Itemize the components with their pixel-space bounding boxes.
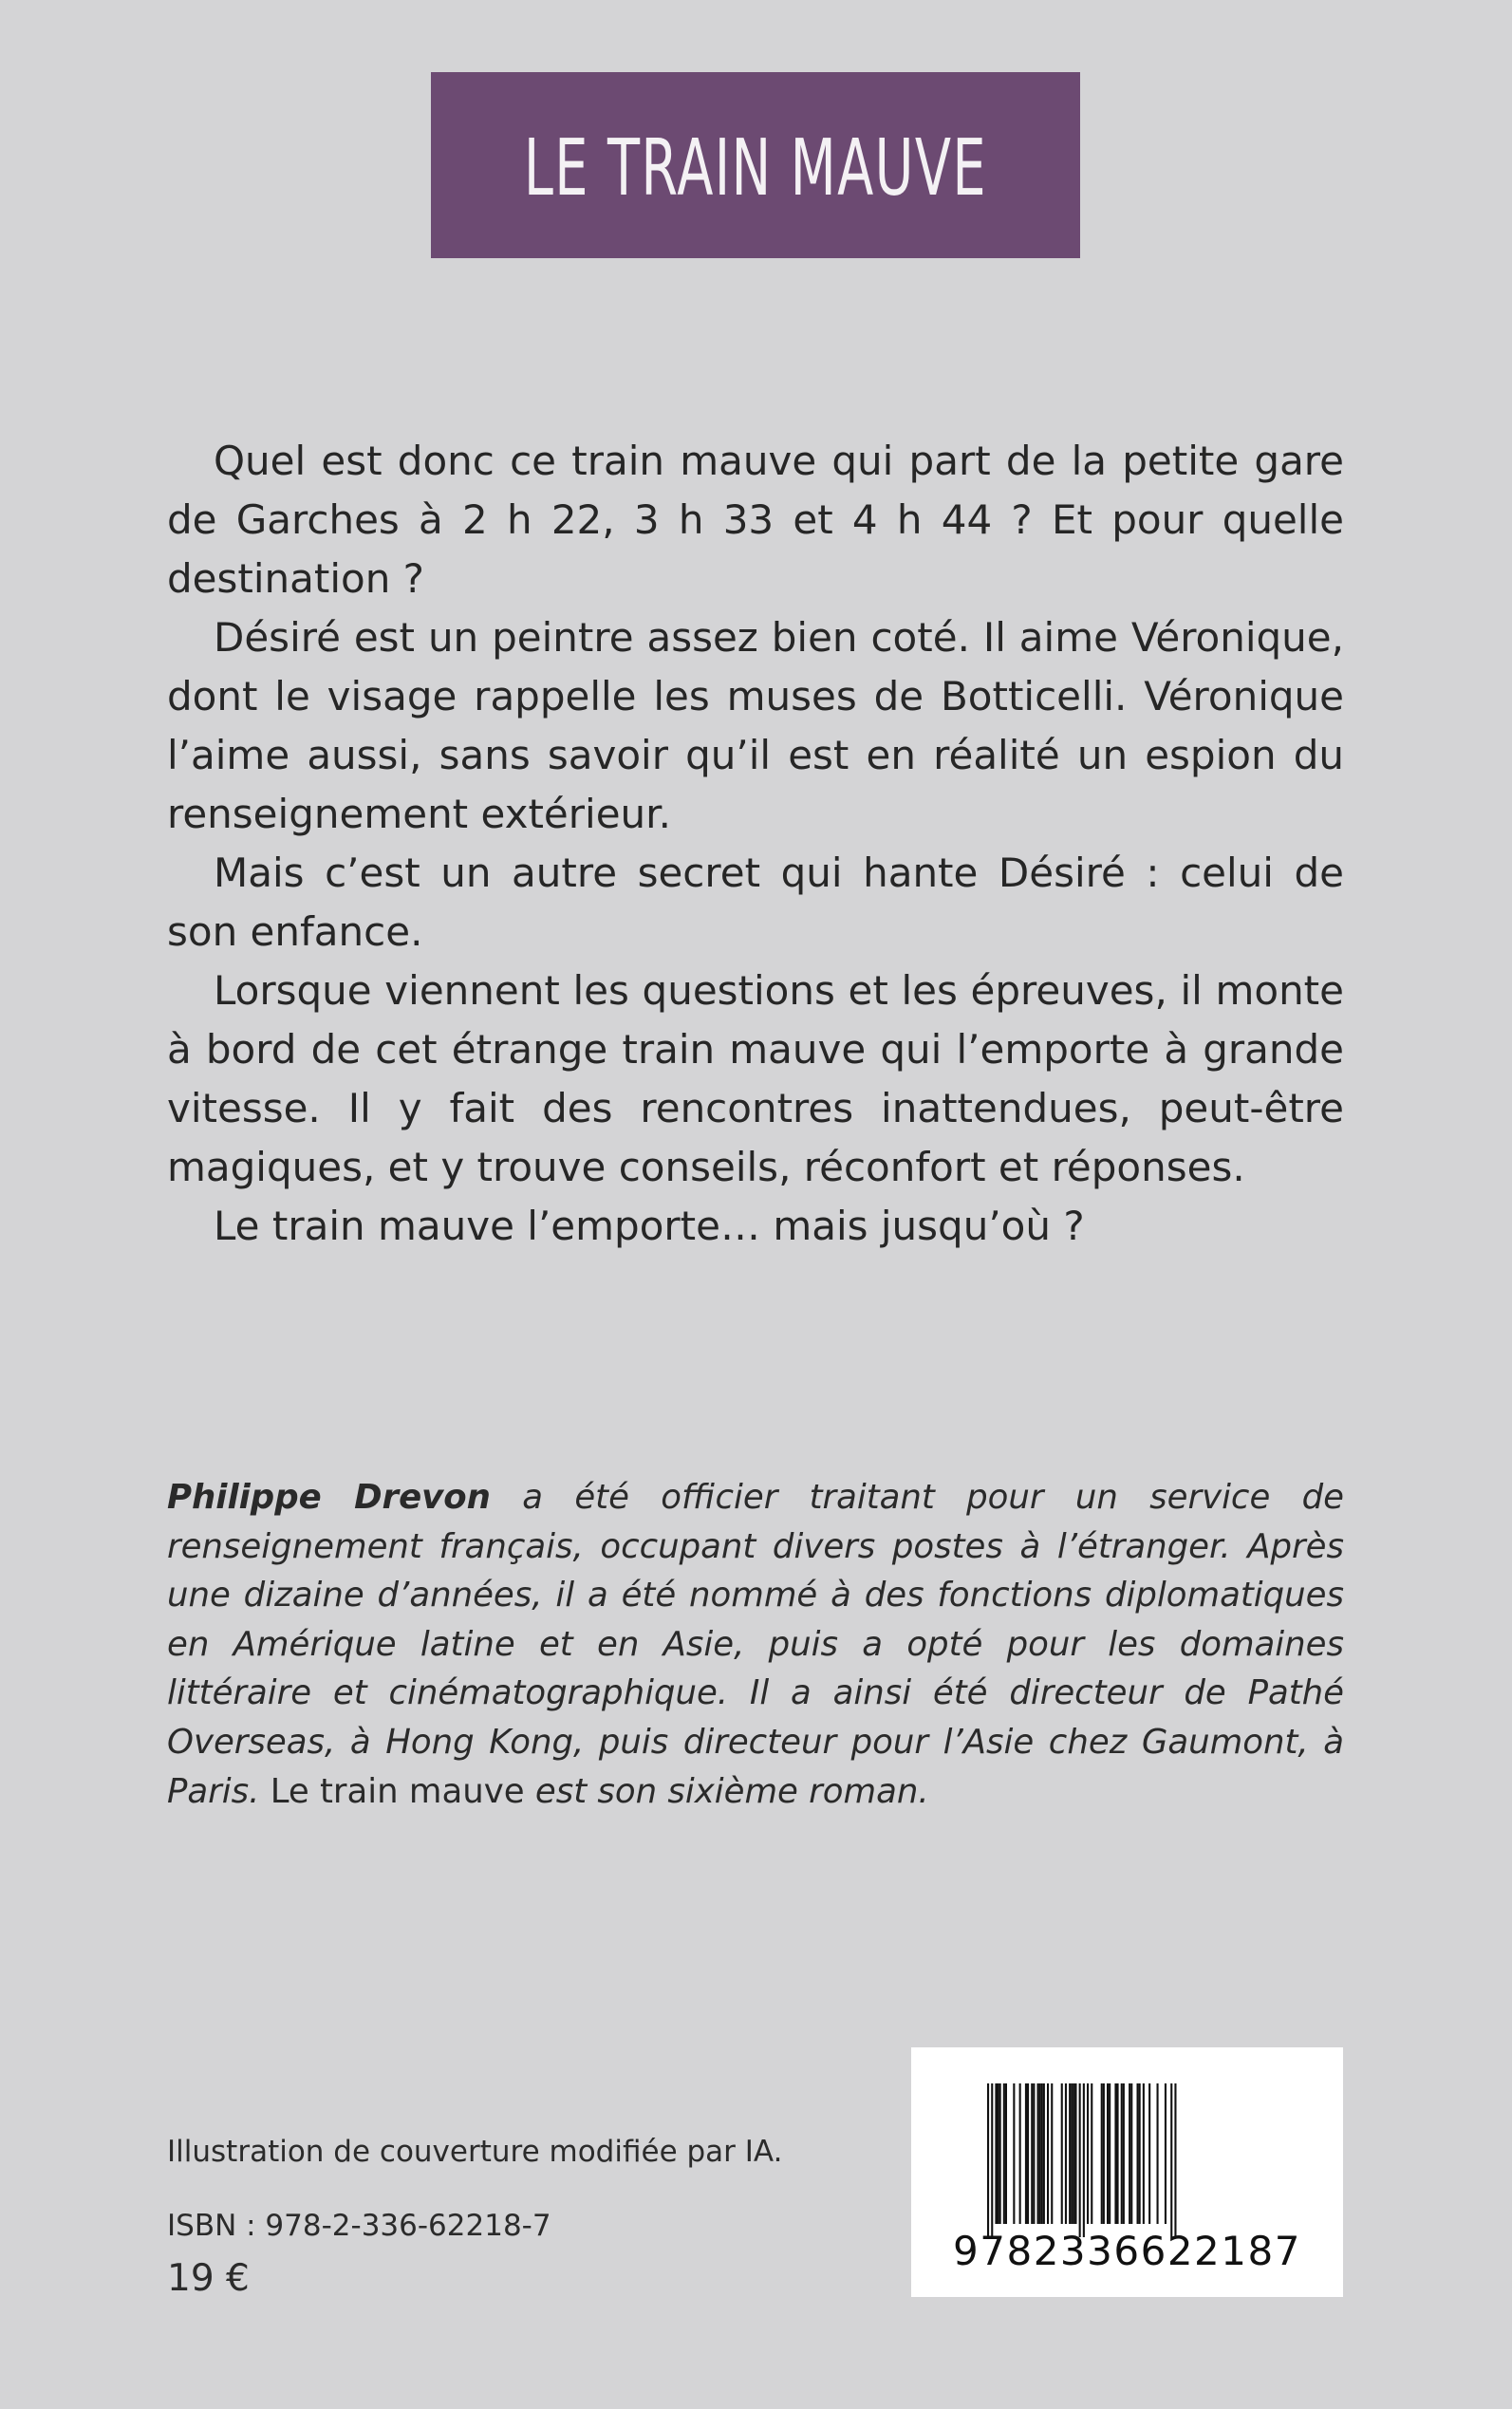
synopsis-paragraph: Lorsque viennent les questions et les épreuves, il monte à bord de cet étrange train mauve qui l’emporte à grande vitesse. Il y fait des rencontres inattendues, peut-être magiques, et y trouve conseils, réconfort et réponses.: [167, 967, 1344, 1190]
isbn: ISBN : 978-2-336-62218-7: [167, 2209, 551, 2243]
barcode-bar: [987, 2083, 989, 2237]
barcode-bar: [1174, 2083, 1176, 2237]
book-title: LE TRAIN MAUVE: [523, 122, 988, 214]
bio-book-title: Le train mauve: [270, 1771, 525, 1811]
synopsis-paragraph: Désiré est un peintre assez bien coté. Il aime Véronique, dont le visage rappelle les muses de Botticelli. Véronique l’aime aussi, sans savoir qu’il est en réalité un espion du renseignement extérieur.: [167, 614, 1344, 837]
synopsis-paragraph: Quel est donc ce train mauve qui part de la petite gare de Garches à 2 h 22, 3 h 33 et 4 h 44 ? Et pour quelle destination ?: [167, 438, 1344, 602]
synopsis: [167, 432, 1344, 1256]
barcode-bar: [1003, 2083, 1005, 2224]
barcode-bar: [995, 2083, 997, 2224]
barcode-bar: [1025, 2083, 1027, 2224]
barcode-bar: [1091, 2083, 1092, 2224]
barcode-bar: [1071, 2083, 1073, 2224]
barcode-bar: [998, 2083, 999, 2224]
barcode-bar: [1157, 2083, 1159, 2224]
barcode-bar: [1043, 2083, 1045, 2224]
barcode-bar: [1061, 2083, 1063, 2224]
barcode-bar: [1041, 2083, 1043, 2224]
barcode-bar: [1065, 2083, 1067, 2224]
bio-ending: est son sixième roman.: [524, 1771, 929, 1811]
bio-text: a été officier traitant pour un service de renseignement français, occupant divers postes à l’étranger. Après une dizaine d’années, il a été nommé à des fonctions diplomatiques en Amérique latine et en Asie, puis a opté pour les domaines littéraire et cinématographique. Il a ainsi été directeur de Pathé Overseas, à Hong Kong, puis directeur pour l’Asie chez Gaumont, à Paris.: [167, 1478, 1344, 1811]
barcode-bar: [1087, 2083, 1089, 2224]
barcode-bar: [1139, 2083, 1141, 2224]
barcode-bar: [1037, 2083, 1039, 2224]
author-bio: [167, 1473, 1344, 1816]
barcode-bar: [1101, 2083, 1103, 2224]
barcode-bar: [999, 2083, 1001, 2224]
barcode-bar: [1005, 2083, 1007, 2224]
barcode-bar: [1114, 2083, 1116, 2224]
barcode-bar: [1130, 2083, 1132, 2224]
barcode-bar: [1047, 2083, 1049, 2224]
barcode-bar: [1079, 2083, 1081, 2237]
barcode-digits: 9782336622187: [953, 2228, 1301, 2274]
illustration-credit: Illustration de couverture modifiée par IA.: [167, 2135, 783, 2169]
barcode-bar: [1019, 2083, 1021, 2224]
synopsis-paragraph: Mais c’est un autre secret qui hante Désiré : celui de son enfance.: [167, 850, 1344, 955]
barcode-bar: [1027, 2083, 1029, 2224]
barcode-bar: [1033, 2083, 1035, 2224]
barcode-bar: [1170, 2083, 1172, 2237]
price: 19 €: [167, 2257, 250, 2300]
barcode-bar: [1123, 2083, 1125, 2224]
barcode-bar: [1143, 2083, 1145, 2224]
barcode-bar: [1074, 2083, 1076, 2224]
barcode-bar: [1069, 2083, 1071, 2224]
barcode-bar: [1039, 2083, 1041, 2224]
barcode-bar: [1013, 2083, 1015, 2224]
title-banner: [431, 72, 1080, 258]
barcode-bar: [1117, 2083, 1119, 2224]
barcode-bar: [1137, 2083, 1139, 2224]
barcode: [911, 2047, 1343, 2297]
barcode-bar: [1121, 2083, 1123, 2224]
barcode-bar: [1107, 2083, 1109, 2224]
barcode-bar: [1083, 2083, 1085, 2237]
synopsis-paragraph: Le train mauve l’emporte… mais jusqu’où ?: [214, 1203, 1085, 1249]
barcode-bar: [1073, 2083, 1074, 2224]
barcode-bar: [1129, 2083, 1130, 2224]
barcode-bar: [991, 2083, 993, 2237]
barcode-bar: [1148, 2083, 1150, 2224]
barcode-bar: [1109, 2083, 1111, 2224]
author-name: Philippe Drevon: [167, 1478, 491, 1517]
barcode-bar: [1103, 2083, 1105, 2224]
barcode-bar: [1051, 2083, 1053, 2224]
barcode-bar: [1165, 2083, 1167, 2224]
barcode-bar: [1031, 2083, 1033, 2224]
